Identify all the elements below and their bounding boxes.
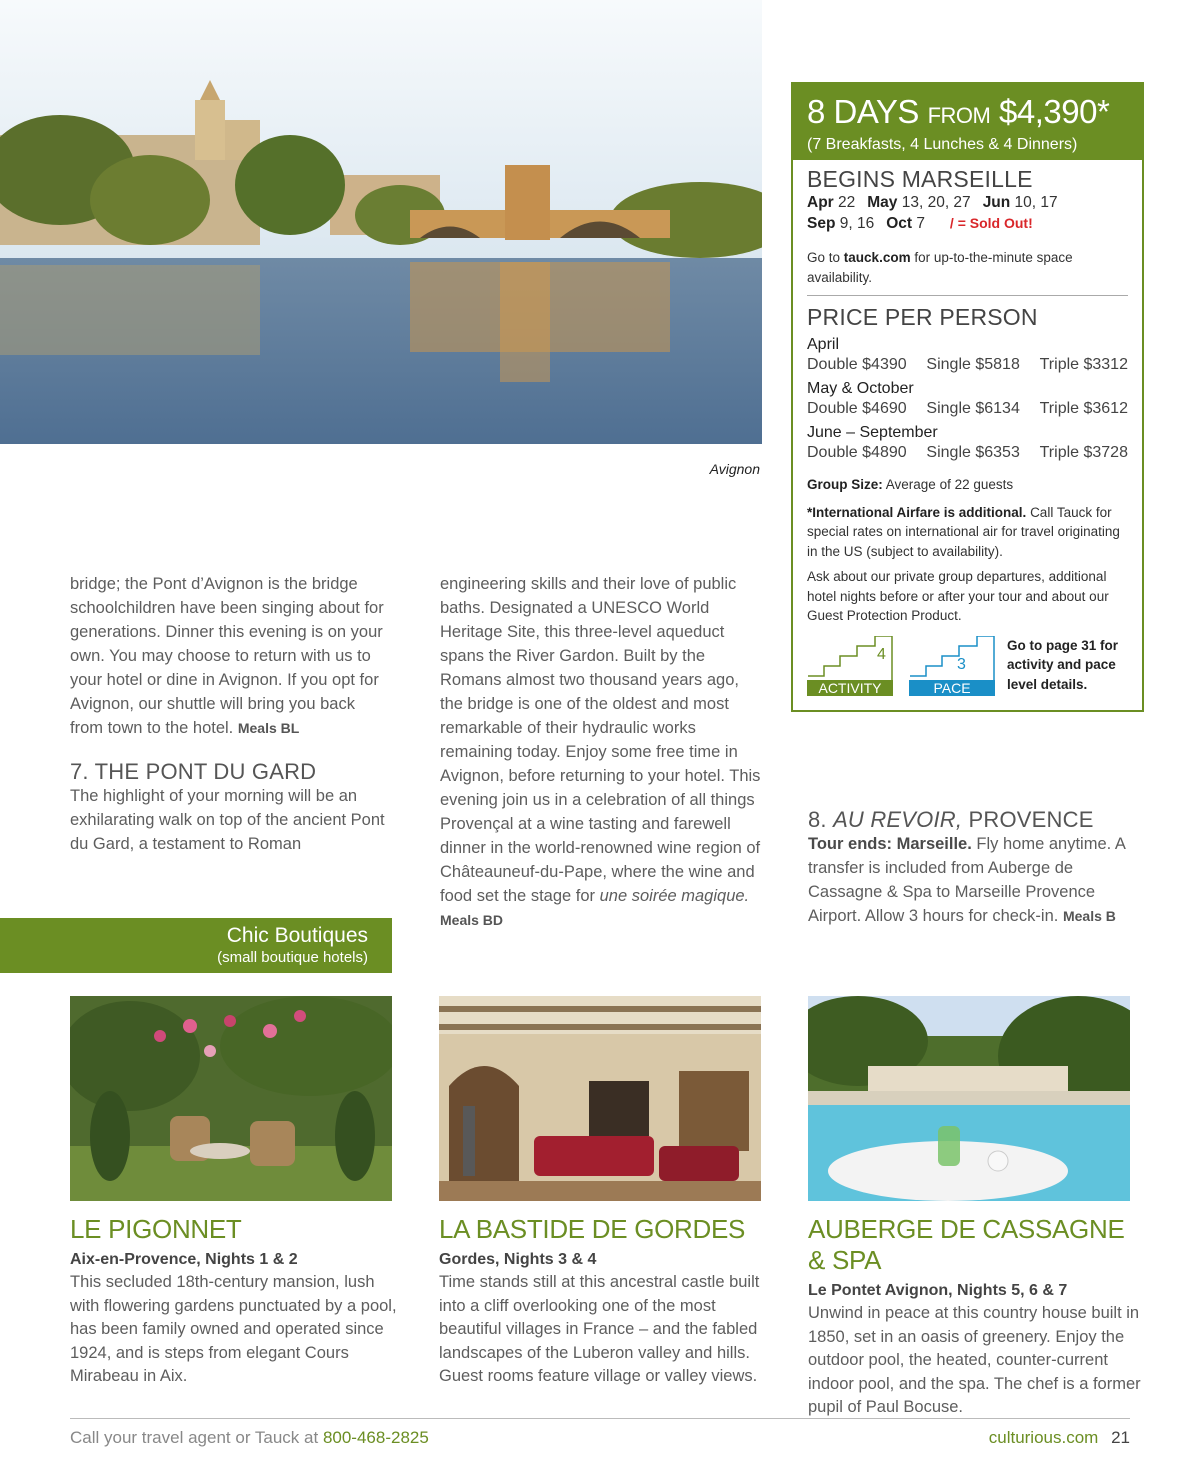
dates-row xyxy=(807,213,1128,234)
page-number: 21 xyxy=(1111,1428,1130,1447)
hotel-description: This secluded 18th-century mansion, lush with flowering gardens punctuated by a pool, has been family owned and operated since 1924, and is steps from elegant Cours Mirabeau in Aix. xyxy=(70,1273,397,1385)
price-season-name: April xyxy=(807,336,840,353)
italic-phrase: une soirée magique. xyxy=(599,887,750,905)
activity-level: 4 xyxy=(877,645,886,663)
departure-date xyxy=(867,194,970,211)
pace-level: 3 xyxy=(957,655,966,673)
footer-contact xyxy=(70,1428,429,1448)
departure-date xyxy=(886,215,925,232)
hotel-photo-la-bastide-de-gordes xyxy=(439,996,761,1201)
tour-meals: (7 Breakfasts, 4 Lunches & 4 Dinners) xyxy=(807,136,1078,153)
activity-meter xyxy=(807,636,893,696)
day7-text: The highlight of your morning will be an exhilarating walk on top of the ancient Pont du Gard, a testament to Roman xyxy=(70,787,385,853)
hotel-name: LE PIGONNET xyxy=(70,1214,242,1244)
tour-ends-label: Tour ends: Marseille. xyxy=(808,835,972,853)
tauck-link[interactable]: tauck.com xyxy=(843,250,911,265)
soldout-legend: / = Sold Out! xyxy=(949,215,1033,231)
meals-note: Meals BD xyxy=(440,912,504,928)
day8-heading xyxy=(808,808,1144,832)
price-season-name: June – September xyxy=(807,424,938,441)
departure-days: 22 xyxy=(833,194,856,211)
pace-meter xyxy=(909,636,995,696)
day8-body: A transfer is included from Auberge de Cassagne & Spa to Marseille Provence Airport. Allow 3 hours for check-in. xyxy=(808,835,1126,925)
price-triple: Triple $3312 xyxy=(1039,356,1128,373)
departure-days: 7 xyxy=(912,215,925,232)
meals-note: Meals BL xyxy=(237,720,300,736)
price-row xyxy=(807,399,1128,419)
private-group-note: Ask about our private group departures, additional hotel nights before or after your tour and about our Guest Protection Product. xyxy=(807,569,1109,623)
price-single: Single $6134 xyxy=(926,400,1020,417)
price-single: Single $6353 xyxy=(926,444,1020,461)
hero-photo-avignon xyxy=(0,0,762,444)
departure-dates xyxy=(807,193,1128,234)
price-table xyxy=(807,335,1128,463)
tour-ends-text: Fly home anytime. xyxy=(976,835,1112,853)
hotel-photo-le-pigonnet xyxy=(70,996,392,1201)
day8-number: 8. xyxy=(808,807,827,832)
photo-caption: Avignon xyxy=(709,461,760,477)
hotel-card-le-pigonnet xyxy=(70,1214,400,1389)
price-triple: Triple $3612 xyxy=(1039,400,1128,417)
departure-days: 13, 20, 27 xyxy=(897,194,971,211)
day8-section xyxy=(808,808,1144,928)
price-triple: Triple $3728 xyxy=(1039,444,1128,461)
levels-note: Go to page 31 for activity and pace level details. xyxy=(1007,637,1119,692)
hotel-location: Gordes, Nights 3 & 4 xyxy=(439,1251,597,1268)
departure-date xyxy=(807,194,855,211)
activity-label: ACTIVITY xyxy=(818,679,882,696)
airfare-note xyxy=(807,503,1128,562)
banner-subtitle: (small boutique hotels) xyxy=(217,949,368,966)
goto-pre: Go to xyxy=(807,250,841,265)
airfare-label: *International Airfare is additional. xyxy=(807,504,1027,520)
goto-post: for up-to-the-minute space availability. xyxy=(807,250,1073,285)
hotel-description: Unwind in peace at this country house built in 1850, set in an oasis of greenery. Enjoy the outdoor pool, the heated, counter-current indoor pool, and the spa. The chef is a former pupil of Paul Bocuse. xyxy=(808,1304,1141,1416)
departure-month: May xyxy=(867,194,898,211)
banner-title: Chic Boutiques xyxy=(226,924,368,947)
hotel-card-la-bastide-de-gordes xyxy=(439,1214,769,1389)
day6-text: bridge; the Pont d’Avignon is the bridge schoolchildren have been singing about for generations. Dinner this evening is on your own. You may choose to return with us to your hotel or dine in Avignon. If you opt for Avignon, our shuttle will bring you back from town to the hotel. xyxy=(70,575,384,737)
dates-row xyxy=(807,193,1128,213)
day8-italic: AU REVOIR, xyxy=(833,807,963,832)
footer-contact-text: Call your travel agent or Tauck at xyxy=(70,1428,319,1447)
level-meters xyxy=(807,636,1128,696)
departure-date xyxy=(983,194,1058,211)
departure-days: 10, 17 xyxy=(1010,194,1058,211)
day8-text xyxy=(808,832,1144,928)
footer-site xyxy=(989,1428,1130,1448)
hotel-card-auberge-de-cassagne xyxy=(808,1214,1144,1420)
tour-price: $4,390* xyxy=(999,93,1110,130)
tour-from: FROM xyxy=(927,103,991,128)
column-2 xyxy=(440,572,765,932)
price-double: Double $4690 xyxy=(807,400,907,417)
footer-divider xyxy=(70,1418,1130,1419)
day7-heading: 7. THE PONT DU GARD xyxy=(70,759,317,784)
tour-info-body xyxy=(793,160,1142,702)
group-size-text: Average of 22 guests xyxy=(885,477,1014,492)
group-size xyxy=(807,475,1128,495)
hotel-description: Time stands still at this ancestral castle built into a cliff overlooking one of the most beautiful villages in France – and the fabled landscapes of the Luberon valley and hills. Guest rooms feature village or valley views. xyxy=(439,1273,760,1385)
departure-date xyxy=(807,215,874,232)
hotel-location: Aix-en-Provence, Nights 1 & 2 xyxy=(70,1251,298,1268)
day7-continued-text: engineering skills and their love of public baths. Designated a UNESCO World Heritage Site, this three-level aqueduct spans the River Gardon. Built by the Romans almost two thousand years ago, the bridge is one of the oldest and most remarkable of their hydraulic works remaining today. Enjoy some free time in Avignon, before returning to your hotel. This evening join us in a celebration of all things Provençal at a wine tasting and farewell dinner in the world-renowned wine region of Châteauneuf-du-Pape, where the wine and food set the stage for xyxy=(440,575,761,905)
footer-phone-link[interactable]: 800-468-2825 xyxy=(322,1428,429,1447)
hotel-name: AUBERGE DE CASSAGNE & SPA xyxy=(808,1214,1125,1275)
hotel-location: Le Pontet Avignon, Nights 5, 6 & 7 xyxy=(808,1282,1068,1299)
footer-site-link[interactable]: culturious.com xyxy=(988,1428,1099,1447)
day6-paragraph xyxy=(70,572,390,740)
hotel-name: LA BASTIDE DE GORDES xyxy=(439,1214,746,1244)
price-row xyxy=(807,355,1128,375)
tour-info-box xyxy=(791,82,1144,712)
departure-days: 9, 16 xyxy=(835,215,875,232)
departure-month: Jun xyxy=(982,194,1011,211)
hotel-photo-auberge-de-cassagne xyxy=(808,996,1130,1201)
pace-label: PACE xyxy=(933,679,971,696)
day8-rest: PROVENCE xyxy=(968,807,1094,832)
divider xyxy=(807,295,1128,296)
price-single: Single $5818 xyxy=(926,356,1020,373)
day7-continued xyxy=(440,572,765,932)
begins-heading: BEGINS MARSEILLE xyxy=(807,166,1033,192)
departure-month: Oct xyxy=(886,215,913,232)
price-season-name: May & October xyxy=(807,380,914,397)
departure-month: Apr xyxy=(807,194,834,211)
column-1 xyxy=(70,572,390,856)
meals-note: Meals B xyxy=(1062,908,1116,924)
price-double: Double $4890 xyxy=(807,444,907,461)
price-row xyxy=(807,443,1128,463)
price-heading: PRICE PER PERSON xyxy=(807,304,1038,330)
group-size-label: Group Size: xyxy=(807,477,883,492)
tour-days: 8 DAYS xyxy=(807,93,919,130)
airfare-text: Call Tauck for special rates on international air for travel originating in the US (subject to availability). xyxy=(807,504,1120,559)
tour-info-header xyxy=(793,84,1142,160)
price-double: Double $4390 xyxy=(807,356,907,373)
departure-month: Sep xyxy=(807,215,836,232)
availability-note xyxy=(807,248,1128,287)
tour-duration-price xyxy=(807,94,1128,134)
chic-boutiques-banner xyxy=(0,918,392,973)
